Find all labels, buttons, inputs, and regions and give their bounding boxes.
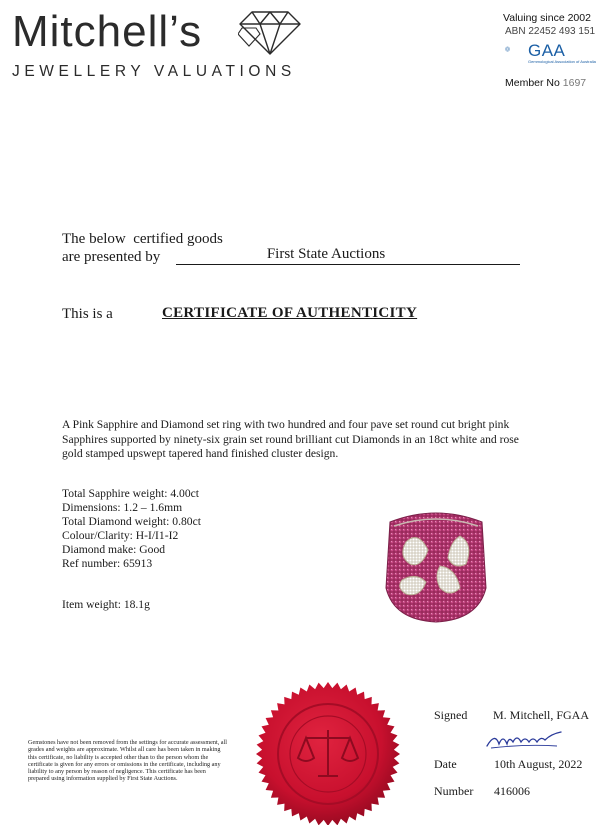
member-label: Member No [505,77,563,89]
spec-ref-number: Ref number: 65913 [62,557,153,570]
signed-value: M. Mitchell, FGAA [493,708,589,722]
gaa-globe-icon [505,39,527,61]
brand-name: Mitchell’s [12,7,203,56]
brand-subtitle: JEWELLERY VALUATIONS [12,63,296,80]
handwritten-signature [485,728,565,750]
spec-dimensions: Dimensions: 1.2 – 1.6mm [62,501,183,514]
date-label: Date [434,757,457,771]
spec-diamond-weight: Total Diamond weight: 0.80ct [62,515,201,528]
disclaimer-text: Gemstones have not been removed from the settings for accurate assessment, all grades and weights are approximate. Whilst all care has been taken in making this certificate, no liability is accepted other than to the person whom the certificate is given for any errors or omissions in the certificate, including any liability to any person by reason of negligence. This certificate has been prepared using information supplied by First State Auctions. [28,739,227,783]
intro-line-2: are presented by [62,249,161,265]
member-number-value: 1697 [562,77,587,89]
spec-colour-clarity: Colour/Clarity: H-I/I1-I2 [62,529,179,542]
recipient-name: First State Auctions [266,246,386,262]
number-label: Number [434,784,474,798]
spec-sapphire-weight: Total Sapphire weight: 4.00ct [62,487,199,500]
date-value: 10th August, 2022 [494,757,583,771]
recipient-underline [176,264,520,265]
item-description: A Pink Sapphire and Diamond set ring with two hundred and four pave set round cut bright pink Sapphires supported by ninety-six grain set round brilliant cut Diamonds in an 18ct white and rose gold stamped upswept tapered hand finished cluster design. [62,418,519,460]
spec-diamond-make: Diamond make: Good [62,543,166,556]
diamond-logo-icon [238,6,302,58]
signed-label: Signed [434,708,468,722]
gaa-small-text: Gemmological Association of Australia [528,59,596,64]
intro-line-1: The below certified goods [62,231,223,247]
certificate-title: CERTIFICATE OF AUTHENTICITY [162,305,418,321]
number-value: 416006 [494,784,530,798]
gaa-logo-text: GAA [528,41,566,60]
wax-seal-icon [254,680,402,825]
certificate-prefix: This is a [62,306,113,322]
valuing-since-text: Valuing since 2002 [503,12,591,24]
item-weight: Item weight: 18.1g [62,598,150,611]
ring-photo [382,508,490,624]
member-number [505,77,586,89]
specs-list [62,487,201,571]
abn-text: ABN 22452 493 151 [505,26,596,37]
